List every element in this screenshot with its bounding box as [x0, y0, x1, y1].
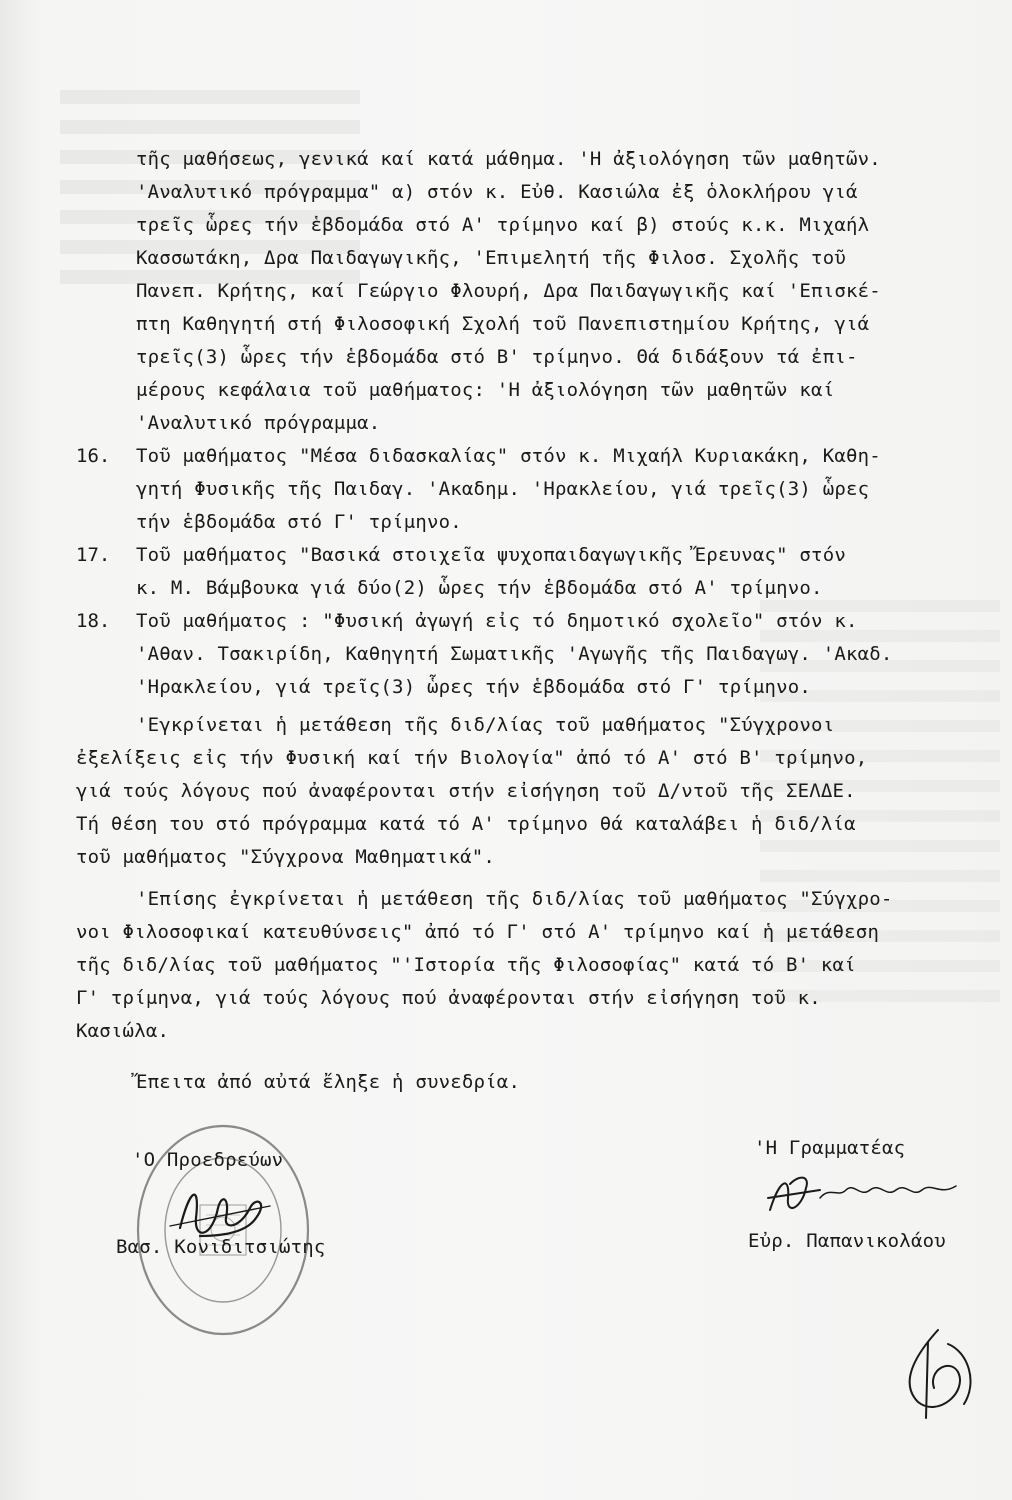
text-line: τήν ἑβδομάδα στό Γ' τρίμηνο. [136, 511, 462, 533]
text-line: νοι Φιλοσοφικαί κατευθύνσεις" ἀπό τό Γ' στό Α' τρίμηνο καί ἡ μετάθεση [76, 921, 880, 943]
closing-line: Ἔπειτα ἀπό αὐτά ἔληξε ἡ συνεδρία. [136, 1071, 521, 1093]
text-line: Τοῦ μαθήματος "Βασικά στοιχεῖα ψυχοπαιδαγωγικῆς Ἔρευνας" στόν [136, 544, 846, 566]
text-line: 'Αναλυτικό πρόγραμμα. [136, 412, 381, 434]
text-line: τρεῖς(3) ὧρες τήν ἑβδομάδα στό Β' τρίμηνο. Θά διδάξουν τά ἐπι- [136, 346, 858, 368]
text-line: κ. Μ. Βάμβουκα γιά δύο(2) ὧρες τήν ἑβδομάδα στό Α' τρίμηνο. [136, 577, 823, 599]
text-line: Γ' τρίμηνα, γιά τούς λόγους πού ἀναφέρονται στήν εἰσήγηση τοῦ κ. [76, 987, 821, 1009]
text-line: γητή Φυσικῆς τῆς Παιδαγ. 'Ακαδημ. 'Ηρακλείου, γιά τρεῖς(3) ὧρες [136, 478, 870, 500]
item-number: 17. [76, 544, 111, 566]
text-line: Τή θέση του στό πρόγραμμα κατά τό Α' τρίμηνο θά καταλάβει ἡ διδ/λία [76, 813, 856, 835]
text-line: Κασσωτάκη, Δρα Παιδαγωγικῆς, 'Επιμελητή τῆς Φιλοσ. Σχολῆς τοῦ [136, 247, 846, 269]
text-line: Πανεπ. Κρήτης, καί Γεώργιο Φλουρή, Δρα Παιδαγωγικῆς καί 'Επισκέ- [136, 280, 881, 302]
text-line: 'Αναλυτικό πρόγραμμα" α) στόν κ. Εὐθ. Κασιώλα ἐξ ὁλοκλήρου γιά [136, 181, 858, 203]
text-line: Τοῦ μαθήματος : "Φυσική ἀγωγή εἰς τό δημοτικό σχολεῖο" στόν κ. [136, 610, 858, 632]
item-number: 18. [76, 610, 111, 632]
text-line: 'Εγκρίνεται ἡ μετάθεση τῆς διδ/λίας τοῦ μαθήματος "Σύγχρονοι [136, 714, 835, 736]
text-line: τρεῖς ὧρες τήν ἑβδομάδα στό Α' τρίμηνο καί β) στούς κ.κ. Μιχαήλ [136, 214, 870, 236]
text-line: τῆς διδ/λίας τοῦ μαθήματος "'Ιστορία τῆς Φιλοσοφίας" κατά τό Β' καί [76, 954, 856, 976]
text-line: τῆς μαθήσεως, γενικά καί κατά μάθημα. 'Η ἀξιολόγηση τῶν μαθητῶν. [136, 148, 881, 170]
text-line: γιά τούς λόγους πού ἀναφέρονται στήν εἰσήγηση τοῦ Δ/ντοῦ τῆς ΣΕΛΔΕ. [76, 780, 856, 802]
text-line: πτη Καθηγητή στή Φιλοσοφική Σχολή τοῦ Πανεπιστημίου Κρήτης, γιά [136, 313, 870, 335]
text-line: Τοῦ μαθήματος "Μέσα διδασκαλίας" στόν κ. Μιχαήλ Κυριακάκη, Καθη- [136, 445, 881, 467]
left-signatory-role: 'Ο Προεδρεύων [132, 1149, 284, 1171]
right-signatory-name: Εὐρ. Παπανικολάου [748, 1230, 946, 1252]
text-line: 'Ηρακλείου, γιά τρεῖς(3) ὧρες τήν ἑβδομάδα στό Γ' τρίμηνο. [136, 676, 812, 698]
text-line: μέρους κεφάλαια τοῦ μαθήματος: 'Η ἀξιολόγηση τῶν μαθητῶν καί [136, 379, 835, 401]
left-signatory-name: Βασ. Κονιδιτσιώτης [116, 1236, 326, 1258]
item-number: 16. [76, 445, 111, 467]
text-line: 'Αθαν. Τσακιρίδη, Καθηγητή Σωματικῆς 'Αγωγῆς τῆς Παιδαγωγ. 'Ακαδ. [136, 643, 893, 665]
secretary-signature [760, 1168, 970, 1228]
right-signatory-role: 'Η Γραμματέας [754, 1137, 906, 1159]
text-line: τοῦ μαθήματος "Σύγχρονα Μαθηματικά". [76, 846, 496, 868]
text-line: ἐξελίξεις εἰς τήν Φυσική καί τήν Βιολογία" ἀπό τό Α' στό Β' τρίμηνο, [76, 747, 868, 769]
text-line: Κασιώλα. [76, 1020, 170, 1042]
text-line: 'Επίσης ἐγκρίνεται ἡ μετάθεση τῆς διδ/λίας τοῦ μαθήματος "Σύγχρο- [136, 888, 893, 910]
initials-mark [878, 1322, 988, 1422]
